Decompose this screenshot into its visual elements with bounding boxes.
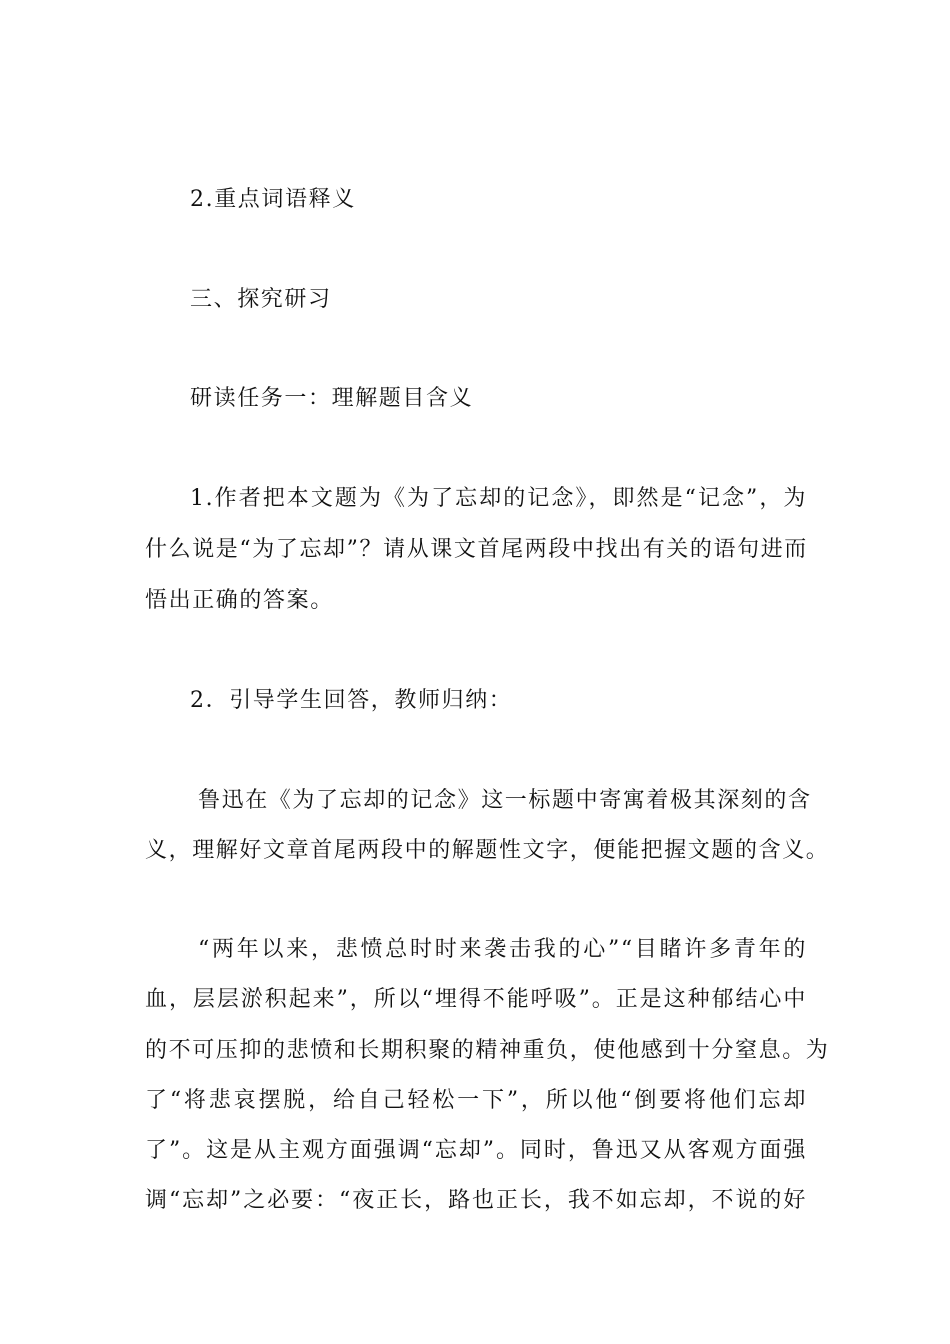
paragraph1-line2: 义，理解好文章首尾两段中的解题性文字，便能把握文题的含义。 bbox=[145, 838, 830, 863]
question1-line1: 1.作者把本文题为《为了忘却的记念》，即然是“记念”，为 bbox=[190, 486, 807, 511]
section-heading-inquiry: 三、探究研习 bbox=[190, 287, 332, 312]
paragraph2-line5: 了”。这是从主观方面强调“忘却”。同时，鲁迅又从客观方面强 bbox=[145, 1138, 807, 1163]
section-heading-vocabulary: 2.重点词语释义 bbox=[190, 187, 356, 212]
paragraph2-line1: “两年以来，悲愤总时时来袭击我的心”“目睹许多青年的 bbox=[198, 937, 807, 962]
paragraph2-line4: 了“将悲哀摆脱，给自己轻松一下”，所以他“倒要将他们忘却 bbox=[145, 1088, 807, 1113]
paragraph1-line1: 鲁迅在《为了忘却的记念》这一标题中寄寓着极其深刻的含 bbox=[198, 788, 812, 813]
paragraph2-line3: 的不可压抑的悲愤和长期积聚的精神重负，使他感到十分窒息。为 bbox=[145, 1038, 830, 1063]
task1-title: 研读任务一：理解题目含义 bbox=[190, 386, 474, 411]
paragraph2-line6: 调“忘却”之必要：“夜正长，路也正长，我不如忘却，不说的好 bbox=[145, 1188, 807, 1213]
question1-line3: 悟出正确的答案。 bbox=[145, 588, 334, 613]
paragraph2-line2: 血，层层淤积起来”，所以“埋得不能呼吸”。正是这种郁结心中 bbox=[145, 987, 807, 1012]
question1-line2: 什么说是“为了忘却”？请从课文首尾两段中找出有关的语句进而 bbox=[145, 537, 808, 562]
question2-label: 2．引导学生回答，教师归纳： bbox=[190, 688, 513, 713]
